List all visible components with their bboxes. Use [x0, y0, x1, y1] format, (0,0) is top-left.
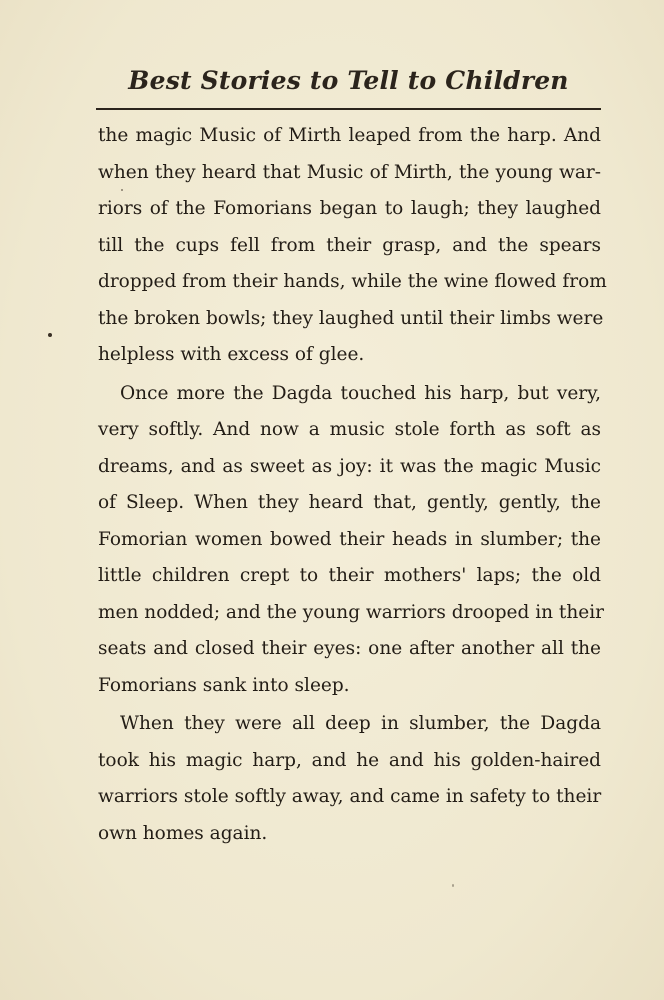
ink-speck: [452, 884, 454, 887]
text-line: Fomorians sank into sleep.: [98, 674, 350, 696]
header-rule: [96, 108, 601, 110]
text-line: of Sleep. When they heard that, gently, gently, the: [98, 492, 601, 513]
text-line: took his magic harp, and he and his golden-haired: [98, 749, 601, 771]
text-line: dreams, and as sweet as joy: it was the magic Music: [98, 455, 601, 477]
body-text: [98, 118, 607, 852]
text-line: When they were all deep in slumber, the Dagda: [120, 713, 601, 734]
text-line: when they heard that Music of Mirth, the young war-: [98, 161, 601, 183]
text-line: till the cups fell from their grasp, and the spears: [98, 234, 601, 256]
paragraph-1: [98, 118, 607, 374]
text-line: dropped from their hands, while the wine flowed from: [98, 271, 607, 292]
paragraph-3: [98, 706, 601, 852]
text-line: very softly. And now a music stole forth as soft as: [98, 419, 601, 440]
text-line: men nodded; and the young warriors drooped in their: [98, 601, 604, 623]
paragraph-2: [98, 376, 604, 705]
text-line: Once more the Dagda touched his harp, but very,: [120, 382, 601, 404]
text-line: riors of the Fomorians began to laugh; they laughed: [98, 198, 601, 219]
text-line: the magic Music of Mirth leaped from the harp. And: [98, 125, 601, 146]
ink-speck: [48, 333, 52, 337]
text-line: little children crept to their mothers' laps; the old: [98, 565, 601, 586]
text-line: helpless with excess of glee.: [98, 344, 365, 365]
ink-speck: [121, 189, 123, 191]
text-line: warriors stole softly away, and came in safety to their: [98, 786, 602, 807]
text-line: own homes again.: [98, 822, 268, 844]
text-line: Fomorian women bowed their heads in slumber; the: [98, 528, 601, 550]
running-head-title: Best Stories to Tell to Children: [128, 66, 569, 95]
text-line: seats and closed their eyes: one after another all the: [98, 638, 601, 659]
text-line: the broken bowls; they laughed until their limbs were: [98, 307, 604, 329]
